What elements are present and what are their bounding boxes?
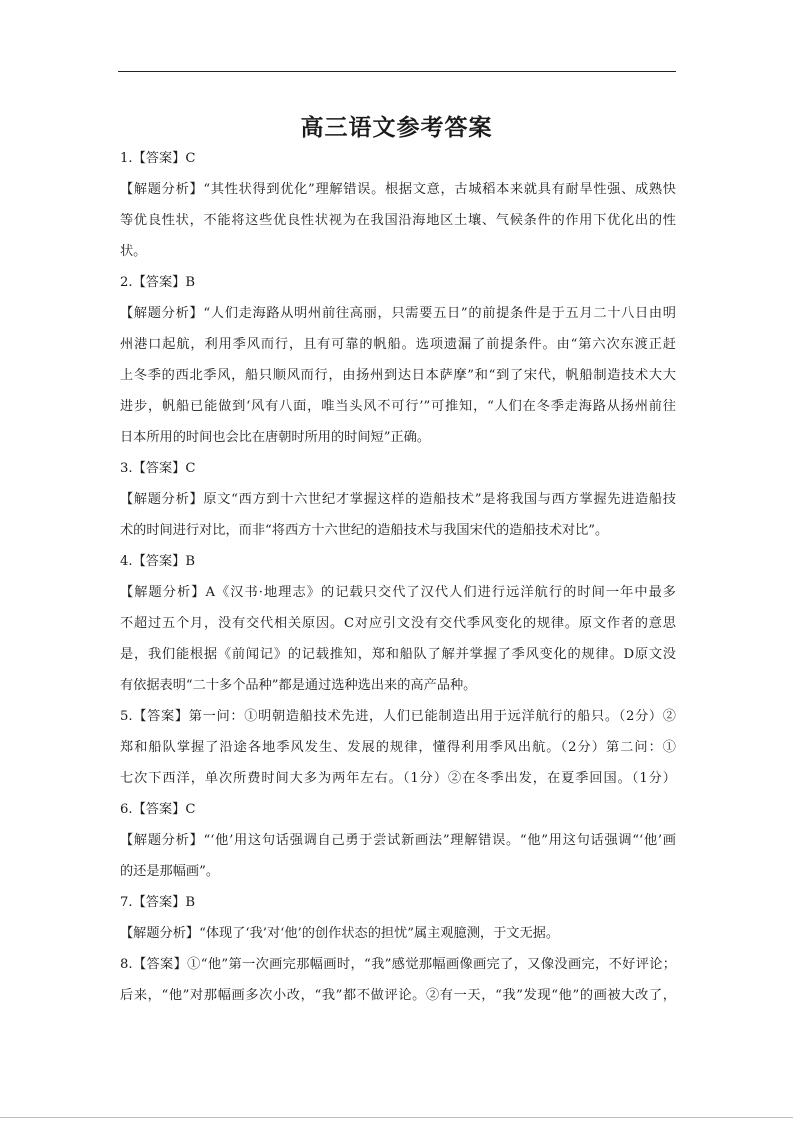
answer-line: 七次下西洋，单次所费时间大多为两年左右。（1分）②在冬季出发，在夏季回国。（1分） <box>120 771 676 786</box>
analysis-line: 等优良性状，不能将这些优良性状视为在我国沿海地区土壤、气候条件的作用下优化出的性 <box>120 213 676 228</box>
analysis-line: 【解题分析】“体现了‘我’对‘他’的创作状态的担忧”属主观臆测，于文无据。 <box>120 926 560 941</box>
analysis-line: 上冬季的西北季风，船只顺风而行，由扬州到达日本萨摩”和“到了宋代，帆船制造技术大大 <box>120 368 676 383</box>
analysis-line: 是，我们能根据《前闻记》的记载推知，郑和船队了解并掌握了季风变化的规律。D原文没 <box>120 647 676 662</box>
answer-heading: 7.【答案】B <box>120 895 196 910</box>
answer-line: 8.【答案】①“他”第一次画完那幅画时，“我”感觉那幅画像画完了，又像没画完，不好评论； <box>120 957 676 972</box>
answer-heading: 3.【答案】C <box>120 461 196 476</box>
header-rule <box>118 71 676 72</box>
analysis-line: 不超过五个月，没有交代相关原因。C对应引文没有交代季风变化的规律。原文作者的意思 <box>120 616 676 631</box>
analysis-line: 【解题分析】A《汉书·地理志》的记载只交代了汉代人们进行远洋航行的时间一年中最多 <box>120 585 676 600</box>
analysis-line: 【解题分析】“人们走海路从明州前往高丽，只需要五日”的前提条件是于五月二十八日由明 <box>120 306 676 321</box>
analysis-line: 州港口起航，利用季风而行，且有可靠的帆船。选项遗漏了前提条件。由“第六次东渡正赶 <box>120 337 676 352</box>
page-title: 高三语文参考答案 <box>300 115 493 141</box>
answer-line: 郑和船队掌握了沿途各地季风发生、发展的规律，懂得利用季风出航。（2分）第二问：① <box>120 740 676 755</box>
answer-heading: 2.【答案】B <box>120 275 196 290</box>
answer-line: 5.【答案】第一问：①明朝造船技术先进，人们已能制造出用于远洋航行的船只。（2分）② <box>120 709 676 724</box>
answer-heading: 6.【答案】C <box>120 802 196 817</box>
analysis-line: 的还是那幅画”。 <box>120 864 220 879</box>
analysis-line: 有依据表明“二十多个品种”都是通过选种选出来的高产品种。 <box>120 678 477 693</box>
answer-heading: 4.【答案】B <box>120 554 196 569</box>
analysis-line: 状。 <box>120 244 147 259</box>
footer-rule <box>0 1117 793 1118</box>
answer-body <box>120 143 676 1011</box>
analysis-line: 日本所用的时间也会比在唐朝时所用的时间短”正确。 <box>120 430 431 445</box>
analysis-line: 进步，帆船已能做到‘风有八面，唯当头风不可行’”可推知，“人们在冬季走海路从扬州前往 <box>120 399 676 414</box>
analysis-line: 【解题分析】“‘他’用这句话强调自己勇于尝试新画法”理解错误。“他”用这句话强调“‘他’画 <box>120 833 676 848</box>
analysis-line: 术的时间进行对比，而非“将西方十六世纪的造船技术与我国宋代的造船技术对比”。 <box>120 523 609 538</box>
analysis-line: 【解题分析】原文“西方到十六世纪才掌握这样的造船技术”是将我国与西方掌握先进造船技 <box>120 492 676 507</box>
analysis-line: 【解题分析】“其性状得到优化”理解错误。根据文意，古城稻本来就具有耐旱性强、成熟快 <box>120 182 676 197</box>
answer-line: 后来，“他”对那幅画多次小改，“我”都不做评论。②有一天，“我”发现“他”的画被大改了， <box>120 988 676 1003</box>
answer-heading: 1.【答案】C <box>120 151 196 166</box>
